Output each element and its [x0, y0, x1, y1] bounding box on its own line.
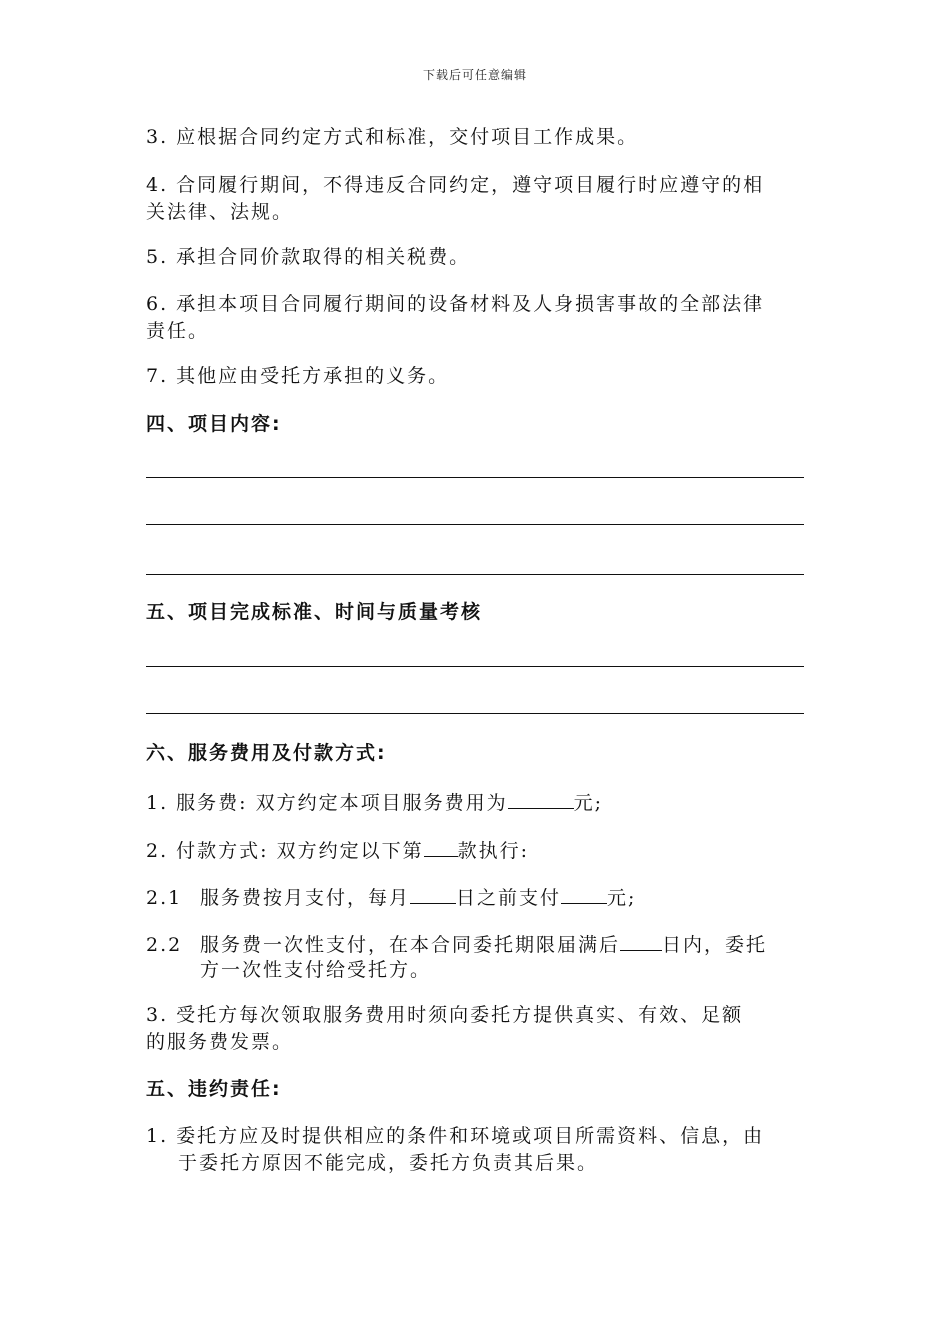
fee-item-2-tail: 款执行:	[457, 840, 530, 862]
fee-item-2-2-tail: 日内，委托	[662, 934, 768, 956]
fee-item-1-text: 1. 服务费: 双方约定本项目服务费用为	[146, 792, 508, 814]
fee-item-3-line2: 的服务费发票。	[146, 1031, 294, 1053]
monthly-amount-blank[interactable]	[561, 883, 607, 904]
fee-item-2-2-text: 服务费一次性支付，在本合同委托期限届满后	[200, 934, 621, 956]
fee-item-1	[146, 788, 804, 817]
fee-item-2-2-line2: 方一次性支付给受托方。	[200, 959, 432, 981]
section-heading-liability: 五、违约责任:	[146, 1078, 282, 1100]
fee-item-2-1-mid: 日之前支付	[456, 887, 562, 909]
page-header-note: 下载后可任意编辑	[422, 68, 527, 82]
fill-line	[146, 713, 804, 714]
fee-amount-blank[interactable]	[508, 788, 574, 809]
fee-item-2-1-text: 服务费按月支付，每月	[200, 887, 411, 909]
section-heading-completion-standard: 五、项目完成标准、时间与质量考核	[146, 601, 483, 623]
fee-item-2-2	[146, 930, 804, 959]
section-heading-project-content: 四、项目内容:	[146, 413, 282, 435]
fill-line	[146, 524, 804, 525]
obligation-item-4-line2: 关法律、法规。	[146, 201, 294, 223]
fee-item-2-1-number: 2.1	[146, 887, 183, 909]
fill-line	[146, 666, 804, 667]
fill-line	[146, 477, 804, 478]
obligation-item-4-line1: 4. 合同履行期间，不得违反合同约定，遵守项目履行时应遵守的相	[146, 174, 765, 196]
liability-item-1-line1: 1. 委托方应及时提供相应的条件和环境或项目所需资料、信息，由	[146, 1125, 765, 1147]
obligation-item-3: 3. 应根据合同约定方式和标准，交付项目工作成果。	[146, 126, 639, 148]
fee-item-2	[146, 836, 804, 865]
section-heading-fees: 六、服务费用及付款方式:	[146, 742, 387, 764]
obligation-item-6-line2: 责任。	[146, 320, 210, 342]
obligation-item-6-line1: 6. 承担本项目合同履行期间的设备材料及人身损害事故的全部法律	[146, 293, 765, 315]
obligation-item-5: 5. 承担合同价款取得的相关税费。	[146, 246, 471, 268]
fee-item-1-unit: 元;	[573, 792, 604, 814]
fill-line	[146, 574, 804, 575]
fee-item-2-1-unit: 元;	[607, 887, 637, 909]
monthly-day-blank[interactable]	[410, 883, 456, 904]
fee-item-2-text: 2. 付款方式: 双方约定以下第	[146, 840, 424, 862]
liability-item-1-line2: 于委托方原因不能完成，委托方负责其后果。	[178, 1152, 599, 1174]
fee-item-3-line1: 3. 受托方每次领取服务费用时须向委托方提供真实、有效、足额	[146, 1004, 744, 1026]
payment-clause-blank[interactable]	[424, 836, 458, 857]
fee-item-2-2-number: 2.2	[146, 934, 183, 956]
obligation-item-7: 7. 其他应由受托方承担的义务。	[146, 365, 450, 387]
fee-item-2-1	[146, 883, 804, 912]
lump-sum-days-blank[interactable]	[620, 930, 662, 951]
